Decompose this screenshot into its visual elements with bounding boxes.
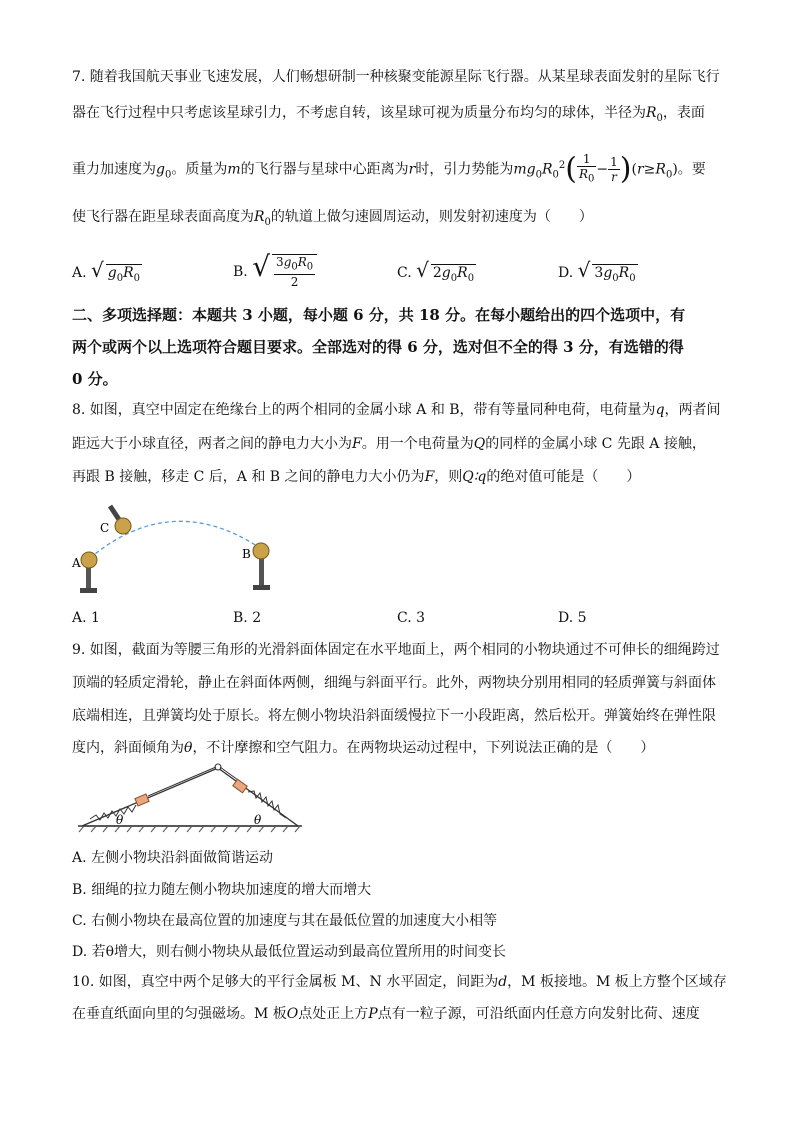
- q7-line3: 重力加速度为$g_0$。质量为m的飞行器与星球中心距离为r时，引力势能为$mg_0R_0^2$( $\frac{1}{R_0}$ − $\frac{1}{r}$ )$(r\ge R_0)$。要: [72, 151, 706, 187]
- q7-line1: 7. 随着我国航天事业飞速发展，人们畅想研制一种核聚变能源星际飞行器。从某星球表面发射的星际飞行: [72, 69, 720, 85]
- right-rope: [220, 767, 238, 780]
- q9-line3: 底端相连，且弹簧均处于原长。将左侧小物块沿斜面缓慢拉下一小段距离，然后松开。弹簧始终在弹性限: [72, 708, 716, 724]
- q9-option-a[interactable]: A. 左侧小物块沿斜面做简谐运动: [72, 850, 274, 866]
- q9-option-c[interactable]: C. 右侧小物块在最高位置的加速度与其在最低位置的加速度大小相等: [72, 913, 498, 929]
- right-block: [233, 779, 247, 793]
- q8-option-b[interactable]: B. 2: [233, 610, 262, 626]
- q7-line4: 使飞行器在距星球表面高度为$R_0$的轨道上做匀速圆周运动，则发射初速度为（ ）: [72, 209, 593, 228]
- label-b: B: [242, 547, 251, 561]
- label-c: C: [100, 521, 110, 535]
- q8-line3: 再跟 B 接触，移走 C 后，A 和 B 之间的静电力大小仍为F，则Q∶q的绝对值可能是（ ）: [72, 469, 641, 485]
- q8-option-a[interactable]: A. 1: [72, 610, 100, 626]
- ground-hatch: [79, 826, 300, 832]
- q7-option-d[interactable]: D. √ $3g_0R_0$: [558, 258, 636, 284]
- q8-line1: 8. 如图，真空中固定在绝缘台上的两个相同的金属小球 A 和 B，带有等量同种电荷，电荷量为q，两者间: [72, 402, 721, 418]
- stand-b: [253, 543, 270, 590]
- section2-line1: 二、多项选择题：本题共 3 小题，每小题 6 分，共 18 分。在每小题给出的四个选项中，有: [72, 306, 686, 324]
- q7-option-c[interactable]: C. √ $2g_0R_0$: [397, 258, 475, 284]
- q8-option-d[interactable]: D. 5: [558, 610, 587, 626]
- q8-option-c[interactable]: C. 3: [397, 610, 426, 626]
- ball-c: [110, 506, 131, 534]
- q7-option-a[interactable]: A. √ $g_0R_0$: [72, 258, 141, 284]
- q9-line2: 顶端的轻质定滑轮，静止在斜面体两侧，细绳与斜面平行。此外，两物块分别用相同的轻质弹簧与斜面体: [72, 675, 716, 691]
- q9-line1: 9. 如图，截面为等腰三角形的光滑斜面体固定在水平地面上，两个相同的小物块通过不可伸长的细绳跨过: [72, 642, 720, 658]
- angle-right-label: θ: [254, 813, 262, 827]
- angle-left-label: θ: [116, 813, 124, 827]
- section2-line2: 两个或两个以上选项符合题目要求。全部选对的得 6 分，选对但不全的得 3 分，有选错的得: [72, 338, 684, 356]
- q9-option-b[interactable]: B. 细绳的拉力随左侧小物块加速度的增大而增大: [72, 882, 372, 898]
- q8-line2: 距远大于小球直径，两者之间的静电力大小为F。用一个电荷量为Q的同样的金属小球 C 先跟 A 接触，: [72, 436, 706, 452]
- section2-line3: 0 分。: [72, 370, 118, 388]
- left-rope: [148, 767, 216, 796]
- q9-figure: [78, 760, 304, 840]
- label-a: A: [72, 556, 81, 570]
- q9-option-d[interactable]: D. 若θ增大，则右侧小物块从最低位置运动到最高位置所用的时间变长: [72, 944, 507, 960]
- q7-option-b[interactable]: B. √ $\frac{3g_0R_0}{2}$: [233, 250, 317, 289]
- left-block: [135, 794, 149, 806]
- q10-line2: 在垂直纸面向里的匀强磁场。M 板O点处正上方P点有一粒子源，可沿纸面内任意方向发射比荷、速度: [72, 1006, 700, 1022]
- q10-line1: 10. 如图，真空中两个足够大的平行金属板 M、N 水平固定，间距为d，M 板接地。M 板上方整个区域存: [72, 974, 727, 990]
- q8-figure: [62, 500, 292, 610]
- q9-line4: 度内，斜面倾角为θ，不计摩擦和空气阻力。在两物块运动过程中，下列说法正确的是（ ）: [72, 740, 655, 756]
- left-spring: [90, 805, 136, 820]
- q7-line2: 器在飞行过程中只考虑该星球引力，不考虑自转，该星球可视为质量分布均匀的球体，半径为$R_0$，表面: [72, 105, 705, 124]
- stand-a: [80, 552, 97, 593]
